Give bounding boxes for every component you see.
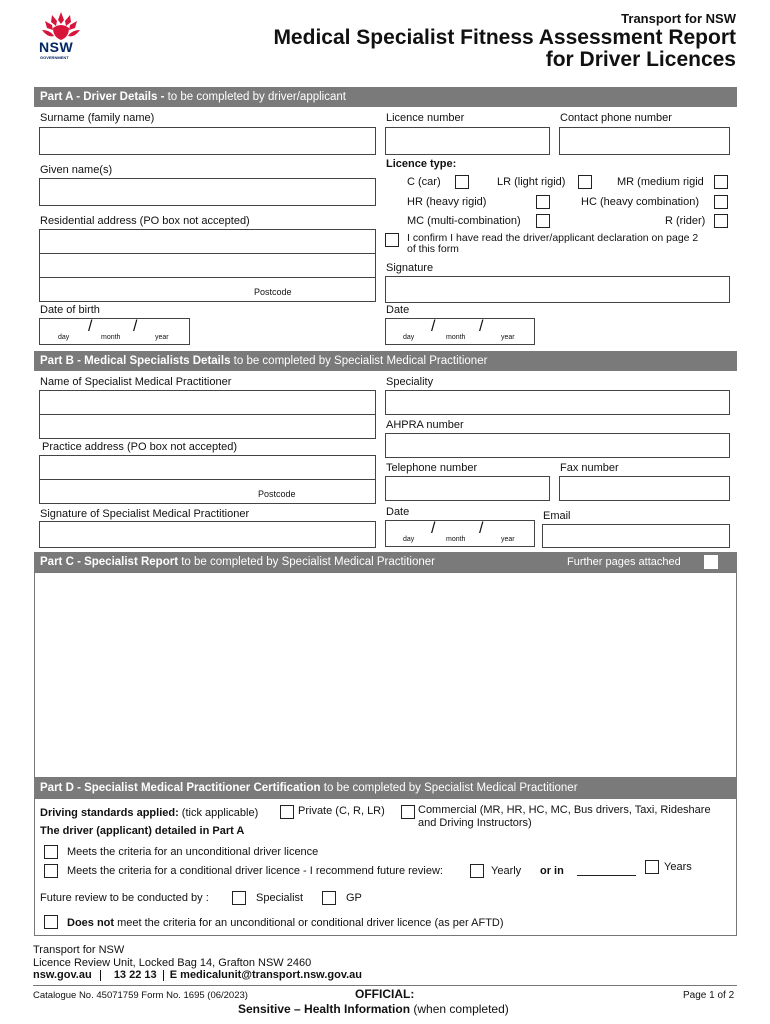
date-separator-1: /	[431, 318, 436, 335]
dob-year-label: year	[155, 334, 169, 341]
date-month-label: month	[446, 334, 466, 341]
logo-subtext: GOVERNMENT	[40, 55, 69, 60]
residential-address-label: Residential address (PO box not accepted)	[40, 215, 250, 227]
licence-type-c-checkbox[interactable]	[455, 175, 469, 189]
specialist-review-checkbox[interactable]	[232, 891, 246, 905]
licence-type-lr-label: LR (light rigid)	[497, 176, 566, 188]
catalogue-number: Catalogue No. 45071759 Form No. 1695 (06/2023)	[33, 990, 248, 1001]
unconditional-checkbox[interactable]	[44, 845, 58, 859]
sensitive-label: Sensitive – Health Information (when completed)	[238, 1002, 509, 1016]
licence-type-hr-checkbox[interactable]	[536, 195, 550, 209]
private-checkbox[interactable]	[280, 805, 294, 819]
official-label: OFFICIAL:	[355, 987, 415, 1001]
specialist-signature-input[interactable]	[39, 521, 376, 548]
date-label: Date	[386, 304, 410, 316]
contact-phone-label: Contact phone number	[560, 112, 672, 124]
commercial-checkbox[interactable]	[401, 805, 415, 819]
date-separator-2: /	[479, 318, 484, 335]
gp-review-checkbox[interactable]	[322, 891, 336, 905]
ahpra-label: AHPRA number	[386, 419, 464, 431]
practice-postcode-label: Postcode	[258, 489, 296, 499]
confirm-declaration-label: I confirm I have read the driver/applicant declaration on page 2	[407, 232, 699, 244]
conditional-checkbox[interactable]	[44, 864, 58, 878]
residential-address-line2[interactable]	[39, 253, 376, 278]
conditional-label: Meets the criteria for a conditional driver licence - I recommend future review:	[67, 865, 443, 877]
footer-divider	[33, 985, 737, 986]
yearly-label: Yearly	[491, 865, 522, 877]
gp-review-label: GP	[346, 892, 362, 904]
page-title: Medical Specialist Fitness Assessment Report	[273, 26, 736, 49]
licence-type-mr-label: MR (medium rigid	[617, 176, 704, 188]
specialist-review-label: Specialist	[256, 892, 304, 904]
commercial-label-2: and Driving Instructors)	[418, 817, 532, 829]
specialist-date-label: Date	[386, 506, 410, 518]
given-names-input[interactable]	[39, 178, 376, 206]
driving-standards-label: Driving standards applied: (tick applicable)	[40, 807, 259, 819]
practice-address-label: Practice address (PO box not accepted)	[42, 441, 238, 453]
speciality-input[interactable]	[385, 390, 730, 415]
dob-day-label: day	[58, 334, 70, 341]
nsw-logo	[38, 10, 84, 60]
date-year-label: year	[501, 334, 515, 341]
specialist-name-label: Name of Specialist Medical Practitioner	[40, 376, 232, 388]
signature-label: Signature	[386, 262, 434, 274]
telephone-input[interactable]	[385, 476, 550, 501]
fax-label: Fax number	[560, 462, 619, 474]
specialist-signature-label: Signature of Specialist Medical Practitioner	[40, 508, 250, 520]
practice-address-line2[interactable]	[39, 479, 376, 504]
dob-month-label: month	[101, 334, 121, 341]
further-pages-label: Further pages attached	[567, 556, 681, 568]
fax-input[interactable]	[559, 476, 730, 501]
dob-separator-1: /	[88, 318, 93, 335]
specialist-date-separator-2: /	[479, 520, 484, 537]
footer-email[interactable]: E medicalunit@transport.nsw.gov.au	[169, 969, 363, 981]
confirm-declaration-checkbox[interactable]	[385, 233, 399, 247]
residential-address-line1[interactable]	[39, 229, 376, 254]
part-a-header: Part A - Driver Details - to be completed by driver/applicant	[34, 87, 737, 107]
specialist-date-day-label: day	[403, 536, 415, 543]
part-b-header: Part B - Medical Specialists Details to be completed by Specialist Medical Practitioner	[34, 351, 737, 371]
dob-separator-2: /	[133, 318, 138, 335]
unconditional-label: Meets the criteria for an unconditional driver licence	[67, 846, 319, 858]
licence-type-hc-checkbox[interactable]	[714, 195, 728, 209]
or-in-label: or in	[540, 865, 564, 877]
further-pages-checkbox[interactable]	[704, 555, 718, 569]
surname-input[interactable]	[39, 127, 376, 155]
licence-type-lr-checkbox[interactable]	[578, 175, 592, 189]
practice-address-line1[interactable]	[39, 455, 376, 480]
licence-type-r-checkbox[interactable]	[714, 214, 728, 228]
email-input[interactable]	[542, 524, 730, 548]
part-c-header: Part C - Specialist Report to be completed by Specialist Medical Practitioner	[34, 552, 737, 572]
yearly-checkbox[interactable]	[470, 864, 484, 878]
date-day-label: day	[403, 334, 415, 341]
footer-phone: 13 22 13	[113, 969, 157, 981]
page-number: Page 1 of 2	[683, 990, 735, 1001]
email-label: Email	[543, 510, 571, 522]
licence-type-r-label: R (rider)	[665, 215, 706, 227]
part-d-header: Part D - Specialist Medical Practitioner Certification to be completed by Specialist Medical Practitioner	[34, 778, 737, 798]
driver-detailed-label: The driver (applicant) detailed in Part A	[40, 825, 245, 837]
specialist-date-month-label: month	[446, 536, 466, 543]
private-label: Private (C, R, LR)	[298, 805, 385, 817]
specialist-date-year-label: year	[501, 536, 515, 543]
licence-number-input[interactable]	[385, 127, 550, 155]
postcode-label: Postcode	[254, 287, 292, 297]
licence-number-label: Licence number	[386, 112, 465, 124]
footer-address: Licence Review Unit, Locked Bag 14, Grafton NSW 2460	[33, 957, 312, 969]
agency-name: Transport for NSW	[621, 11, 736, 26]
footer-contact	[33, 969, 362, 981]
contact-phone-input[interactable]	[559, 127, 730, 155]
given-names-label: Given name(s)	[40, 164, 113, 176]
licence-type-hc-label: HC (heavy combination)	[581, 196, 699, 208]
years-label: Years	[664, 861, 692, 873]
footer-org: Transport for NSW	[33, 944, 125, 956]
footer-web-link[interactable]: nsw.gov.au	[33, 969, 92, 981]
does-not-meet-checkbox[interactable]	[44, 915, 58, 929]
ahpra-input[interactable]	[385, 433, 730, 458]
speciality-label: Speciality	[386, 376, 434, 388]
confirm-declaration-label-2: of this form	[407, 243, 459, 255]
dob-label: Date of birth	[40, 304, 100, 316]
future-review-label: Future review to be conducted by :	[40, 892, 209, 904]
licence-type-mc-label: MC (multi-combination)	[407, 215, 521, 227]
specialist-date-separator-1: /	[431, 520, 436, 537]
specialist-name-line2[interactable]	[39, 414, 376, 439]
specialist-name-line1[interactable]	[39, 390, 376, 415]
licence-type-label: Licence type:	[386, 158, 457, 170]
does-not-meet-label: Does not meet the criteria for an unconditional or conditional driver licence (as per AFTD)	[67, 917, 504, 929]
logo-text: NSW	[39, 39, 74, 55]
page-title-line2: for Driver Licences	[545, 48, 736, 71]
licence-type-hr-label: HR (heavy rigid)	[407, 196, 487, 208]
specialist-report-textarea[interactable]	[34, 572, 737, 778]
licence-type-mr-checkbox[interactable]	[714, 175, 728, 189]
residential-address-line3[interactable]	[39, 277, 376, 302]
surname-label: Surname (family name)	[40, 112, 155, 124]
commercial-label: Commercial (MR, HR, HC, MC, Bus drivers, Taxi, Rideshare	[418, 804, 711, 816]
licence-type-mc-checkbox[interactable]	[536, 214, 550, 228]
years-checkbox[interactable]	[645, 860, 659, 874]
years-input[interactable]	[577, 875, 636, 876]
signature-input[interactable]	[385, 276, 730, 303]
licence-type-c-label: C (car)	[407, 176, 441, 188]
telephone-label: Telephone number	[386, 462, 478, 474]
